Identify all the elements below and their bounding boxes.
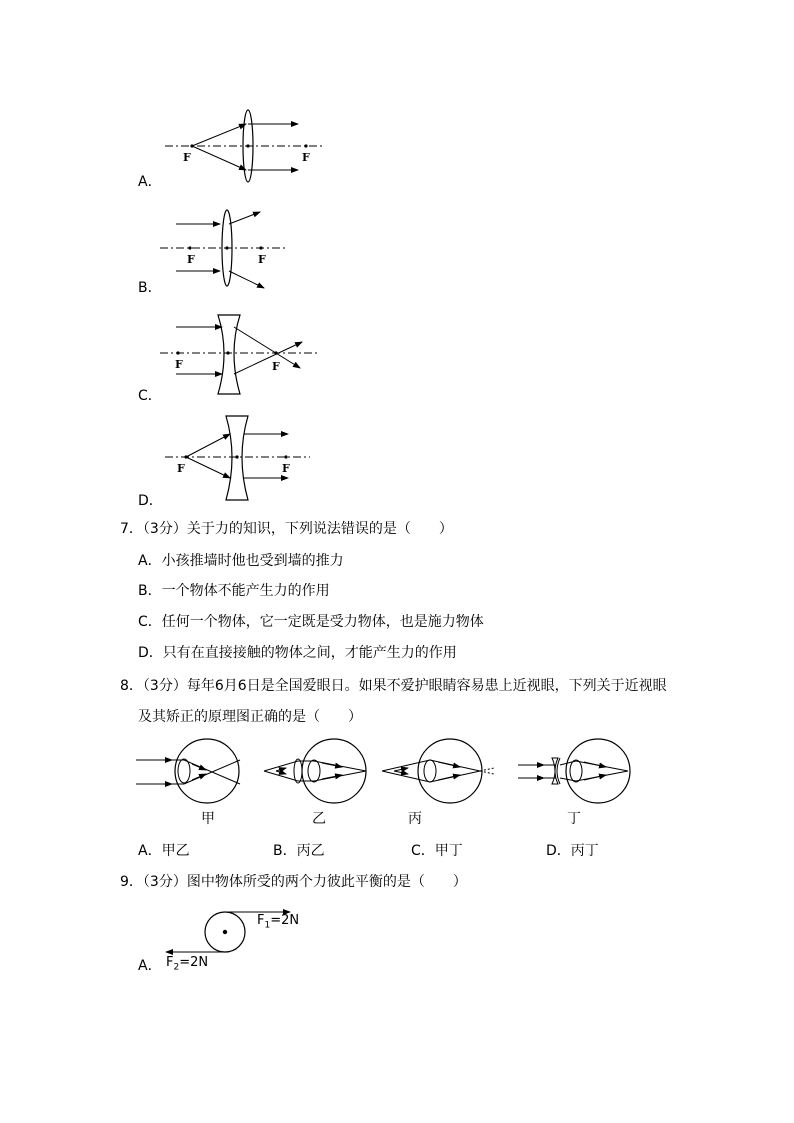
q7-option-b[interactable]: B．一个物体不能产生力的作用 [138, 583, 330, 599]
q8-figure-label-bing: 丙 [408, 811, 422, 827]
focus-label-right: F [282, 462, 290, 475]
q8-figure-label-jia: 甲 [201, 811, 215, 827]
q6-diagram-d [160, 414, 330, 504]
q6-option-b-label[interactable]: B． [138, 280, 162, 296]
focus-label-left: F [177, 462, 185, 475]
q6-diagram-a [160, 108, 330, 188]
q6-option-c-label[interactable]: C． [138, 388, 162, 404]
q6-diagram-c [160, 312, 330, 400]
focus-label-left: F [187, 253, 195, 266]
q8-figure-label-yi: 乙 [312, 811, 326, 827]
q8-eye-diagram-bing [380, 738, 498, 806]
focus-label-left: F [183, 151, 191, 164]
center-point [223, 930, 227, 934]
q6-diagram-b [160, 208, 330, 293]
q8-option-d[interactable]: D．丙丁 [546, 843, 599, 859]
q7-option-c[interactable]: C．任何一个物体，它一定既是受力物体，也是施力物体 [138, 614, 484, 630]
q7-stem: 7．（3分）关于力的知识，下列说法错误的是（ ） [120, 521, 453, 537]
q8-option-a[interactable]: A．甲乙 [138, 843, 190, 859]
q9-f2-label: $F_2=2N$ [166, 955, 209, 973]
q8-eye-diagram-ding [516, 738, 636, 806]
focus-label-right: F [258, 253, 266, 266]
focus-label-right: F [272, 360, 280, 373]
q8-figure-label-ding: 丁 [567, 811, 581, 827]
q8-stem-line2: 及其矫正的原理图正确的是（ ） [138, 709, 362, 725]
q6-option-a-label[interactable]: A． [138, 174, 162, 190]
q9-option-a-label[interactable]: A． [138, 958, 162, 974]
q8-eye-diagram-jia [134, 738, 246, 806]
q8-option-c[interactable]: C．甲丁 [411, 843, 463, 859]
q6-option-d-label[interactable]: D． [138, 493, 163, 509]
ray [192, 124, 246, 146]
focus-label-right: F [302, 151, 310, 164]
q8-option-b[interactable]: B．丙乙 [273, 843, 325, 859]
q9-stem: 9．（3分）图中物体所受的两个力彼此平衡的是（ ） [120, 874, 467, 890]
q7-option-d[interactable]: D．只有在直接接触的物体之间，才能产生力的作用 [138, 645, 457, 661]
q8-eye-diagram-yi [262, 738, 374, 806]
q8-stem-line1: 8．（3分）每年6月6日是全国爱眼日。如果不爱护眼睛容易患上近视眼，下列关于近视眼 [120, 678, 667, 694]
q9-f1-label: $F_1=2N$ [257, 913, 300, 931]
q7-option-a[interactable]: A．小孩推墙时他也受到墙的推力 [138, 553, 344, 569]
focus-label-left: F [175, 358, 183, 371]
